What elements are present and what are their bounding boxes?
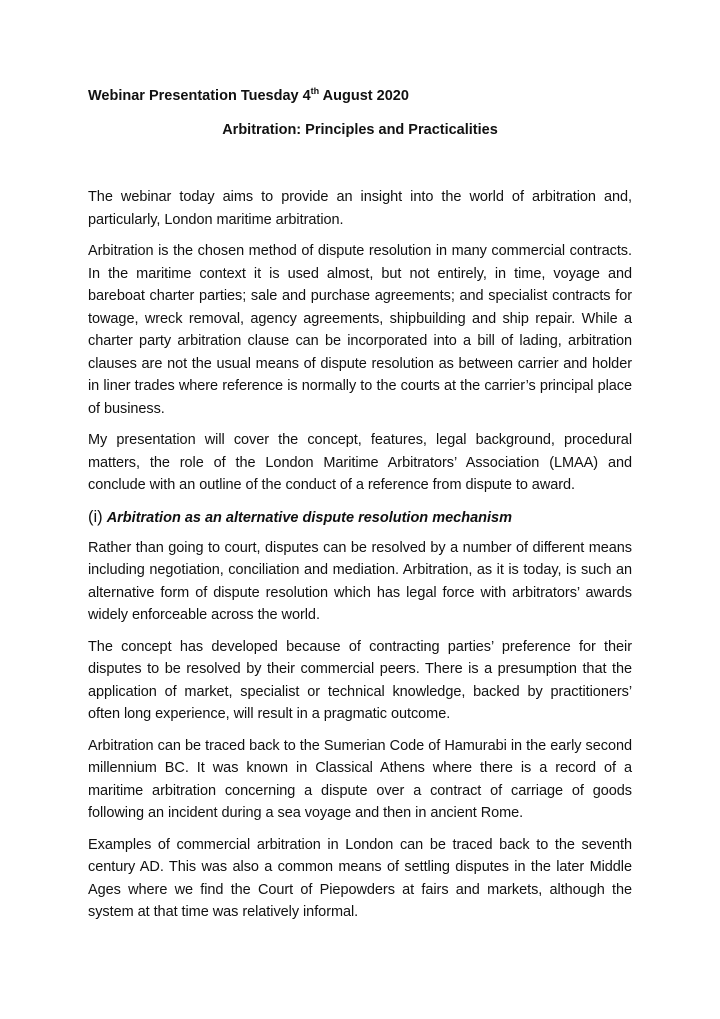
- section-heading-text: Arbitration as an alternative dispute resolution mechanism: [106, 509, 512, 526]
- paragraph-history-london: Examples of commercial arbitration in London can be traced back to the seventh century AD. This was also a common means of settling disputes in the later Middle Ages where we find the Court of Piepowders at fairs and markets, although the system at that time was relatively informal.: [88, 836, 632, 920]
- title-superscript: th: [310, 86, 320, 97]
- paragraph-presentation-outline: My presentation will cover the concept, features, legal background, procedural matters, the role of the London Maritime Arbitrators’ Association (LMAA) and conclude with an outline of the conduct of a reference from dispute to award.: [88, 432, 632, 493]
- page-title: [88, 86, 632, 106]
- paragraph-arbitration-method: Arbitration is the chosen method of dispute resolution in many commercial contracts. In the maritime context it is used almost, but not entirely, in time, voyage and bareboat charter parties; sale and purchase agreements; and specialist contracts for towage, wreck removal, agency agreements, shipbuilding and ship repair. While a charter party arbitration clause can be incorporated into a bill of lading, arbitration clauses are not the usual means of dispute resolution as between carrier and holder in liner trades where reference is normally to the courts at the carrier’s principal place of business.: [88, 243, 632, 417]
- title-suffix: August 2020: [319, 88, 409, 104]
- paragraph-intro: The webinar today aims to provide an insight into the world of arbitration and, particularly, London maritime arbitration.: [88, 189, 632, 228]
- paragraph-concept-development: The concept has developed because of contracting parties’ preference for their disputes to be resolved by their commercial peers. There is a presumption that the application of market, specialist or technical knowledge, backed by practitioners’ often long experience, will result in a pragmatic outcome.: [88, 638, 632, 722]
- title-prefix: Webinar Presentation Tuesday 4: [88, 88, 311, 104]
- paragraph-alternative-resolution: Rather than going to court, disputes can be resolved by a number of different means including negotiation, conciliation and mediation. Arbitration, as it is today, is such an alternative form of dispute resolution which has legal force with arbitrators’ awards widely enforceable across the world.: [88, 539, 632, 623]
- section-number: (i): [88, 507, 103, 526]
- page-subtitle: Arbitration: Principles and Practicalities: [222, 122, 498, 138]
- paragraph-history-ancient: Arbitration can be traced back to the Sumerian Code of Hamurabi in the early second millennium BC. It was known in Classical Athens where there is a record of a maritime arbitration concerning a dispute over a contract of carriage of goods following an incident during a sea voyage and then in ancient Rome.: [88, 737, 632, 821]
- section-heading: [88, 506, 632, 529]
